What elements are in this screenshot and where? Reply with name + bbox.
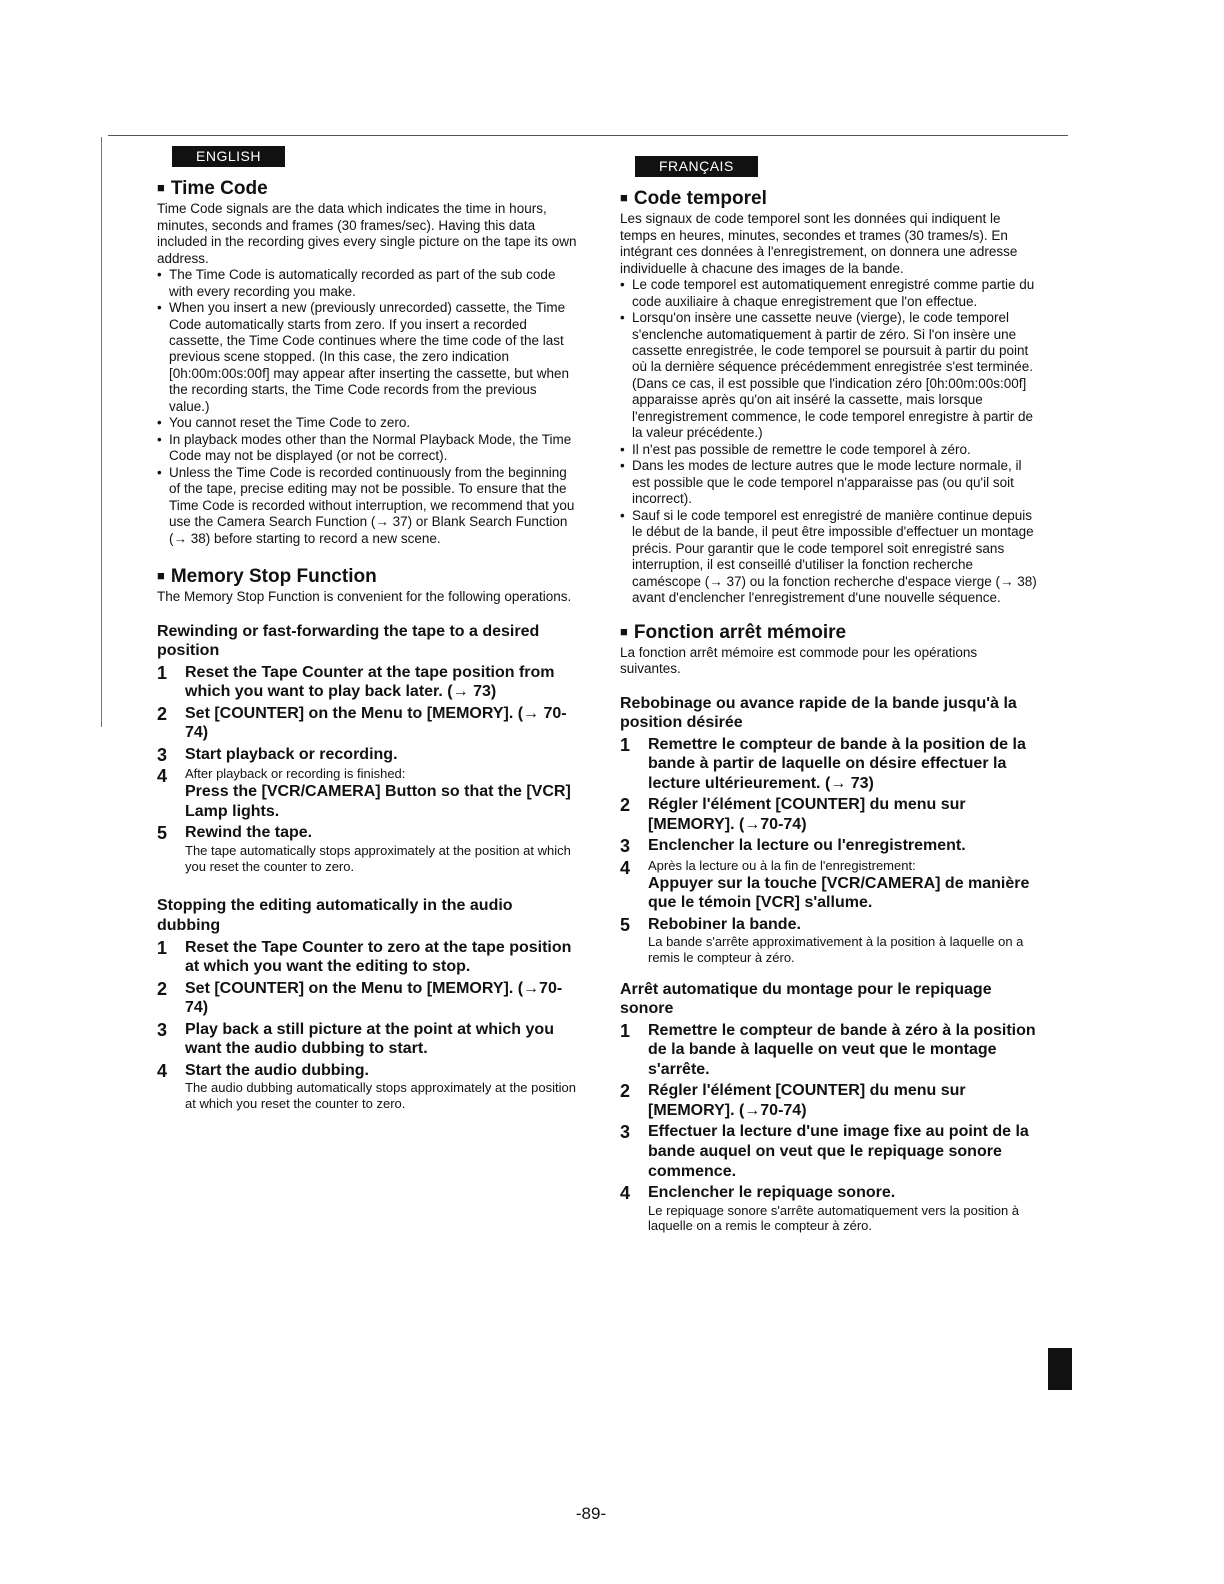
- page-edge-tab-marker: [1048, 1348, 1072, 1390]
- step-item: 1 Remettre le compteur de bande à la position de la bande à partir de laquelle on désire effectuer la lecture ultérieurement. (→ 73): [620, 734, 1026, 792]
- step-item: 4 Start the audio dubbing. The audio dubbing automatically stops approximately at the position at which you reset the counter to zero.: [157, 1060, 576, 1111]
- step-item: 4 Enclencher le repiquage sonore. Le repiquage sonore s'arrête automatiquement vers la position à laquelle on a remis le compteur à zéro.: [620, 1183, 1020, 1234]
- code-temporel-heading: ■ Code temporel: [620, 188, 767, 210]
- page-number: -89-: [575, 1504, 607, 1523]
- square-bullet-icon: ■: [620, 190, 628, 206]
- step-item: 2 Set [COUNTER] on the Menu to [MEMORY]. (→70-74): [157, 978, 563, 1017]
- list-item: • Dans les modes de lecture autres que le mode lecture normale, il est possible que le code temporel n'apparaisse pas (ou qu'il soit incorrect).: [620, 458, 1038, 507]
- fonction-arret-intro: La fonction arrêt mémoire est commode pour les opérations suivantes.: [620, 644, 978, 677]
- list-item: • When you insert a new (previously unrecorded) cassette, the Time Code automatically starts from zero. If you insert a recorded cassette, the Time Code continues where the time code of the last previous scene stopped. (In this case, the zero indication [0h:00m:00s:00f] may appear after inserting the cassette, but when the recording starts, the Time Code records from the previous value.): [157, 300, 577, 415]
- memory-stop-heading: ■ Memory Stop Function: [157, 566, 377, 588]
- memory-stop-intro: The Memory Stop Function is convenient for the following operations.: [157, 589, 572, 605]
- french-column: [620, 156, 1038, 1236]
- list-item: • You cannot reset the Time Code to zero.: [157, 415, 577, 431]
- rebobinage-subheading: Rebobinage ou avance rapide de la bande jusqu'à la position désirée: [620, 694, 1017, 732]
- list-item: • Il n'est pas possible de remettre le code temporel à zéro.: [620, 442, 1038, 458]
- step-item: 2 Régler l'élément [COUNTER] du menu sur [MEMORY]. (→70-74): [620, 1081, 966, 1119]
- list-item: • In playback modes other than the Normal Playback Mode, the Time Code may not be displayed (or not be correct).: [157, 432, 577, 465]
- step-item: 4 Après la lecture ou à la fin de l'enregistrement: Appuyer sur la touche [VCR/CAMERA] de manière que le témoin [VCR] s'allume.: [620, 857, 1030, 912]
- repiquage-steps: [620, 1021, 1038, 1234]
- square-bullet-icon: ■: [157, 180, 165, 196]
- step-item: 3 Enclencher la lecture ou l'enregistrement.: [620, 836, 966, 857]
- step-item: 3 Start playback or recording.: [157, 744, 398, 765]
- rebobinage-steps: [620, 735, 1038, 966]
- code-temporel-intro: Les signaux de code temporel sont les données qui indiquent le temps en heures, minutes, secondes et trames (30 trames/s). En intégrant ces données à l'enregistrement, on donnera une adresse individuelle à chacune des images de la bande.: [620, 211, 1018, 276]
- code-temporel-bullets: [620, 277, 1038, 606]
- top-rule: [108, 135, 1068, 136]
- square-bullet-icon: ■: [157, 568, 165, 584]
- list-item: • Sauf si le code temporel est enregistré de manière continue depuis le début de la bande, il peut être impossible d'effectuer un montage précis. Pour garantir que le code temporel soit enregistré sans interruption, il est conseillé d'utiliser la fonction recherche caméscope (→ 37) ou la fonction recherche d'espace vierge (→ 38) avant d'enclencher l'enregistrement d'une nouvelle séquence.: [620, 508, 1038, 607]
- time-code-intro: Time Code signals are the data which indicates the time in hours, minutes, seconds and frames (30 frames/sec). Having this data included in the recording gives every single picture on the tape its own address.: [157, 201, 577, 266]
- left-margin-rule: [101, 137, 102, 727]
- english-language-label: ENGLISH: [172, 146, 285, 167]
- step-item: 5 Rebobiner la bande. La bande s'arrête approximativement à la position à laquelle on a remis le compteur à zéro.: [620, 914, 1024, 965]
- step-item: 1 Reset the Tape Counter to zero at the tape position at which you want the editing to stop.: [157, 937, 572, 976]
- step-item: 2 Régler l'élément [COUNTER] du menu sur [MEMORY]. (→70-74): [620, 795, 966, 833]
- list-item: • Unless the Time Code is recorded continuously from the beginning of the tape, precise editing may not be possible. To ensure that the Time Code is recorded without interruption, we recommend that you use the Camera Search Function (→ 37) or Blank Search Function (→ 38) before starting to record a new scene.: [157, 465, 577, 547]
- dubbing-subheading: Stopping the editing automatically in the audio dubbing: [157, 897, 513, 934]
- square-bullet-icon: ■: [620, 623, 628, 639]
- fonction-arret-heading: ■ Fonction arrêt mémoire: [620, 621, 847, 643]
- repiquage-subheading: Arrêt automatique du montage pour le repiquage sonore: [620, 980, 992, 1018]
- step-item: 1 Remettre le compteur de bande à zéro à la position de la bande à laquelle on veut que le montage s'arrête.: [620, 1020, 1036, 1078]
- step-item: 2 Set [COUNTER] on the Menu to [MEMORY]. (→ 70-74): [157, 703, 567, 742]
- dubbing-steps: [157, 938, 577, 1112]
- step-item: 5 Rewind the tape. The tape automatically stops approximately at the position at which you reset the counter to zero.: [157, 823, 571, 874]
- step-item: 3 Effectuer la lecture d'une image fixe au point de la bande auquel on veut que le repiquage sonore commence.: [620, 1122, 1029, 1180]
- list-item: • Lorsqu'on insère une cassette neuve (vierge), le code temporel s'enclenche automatiquement à partir de zéro. Si l'on insère une cassette enregistrée, le code temporel se poursuit à partir du point où la dernière séquence précédemment enregistrée s'est terminée. (Dans ce cas, il est possible que l'indication zéro [0h:00m:00s:00f] apparaisse après qu'on ait inséré la cassette, mais lorsque l'enregistrement commence, le code temporel enregistre à partir de la valeur précédente.): [620, 310, 1038, 442]
- english-column: [157, 146, 577, 1114]
- step-item: 4 After playback or recording is finished: Press the [VCR/CAMERA] Button so that the [VCR] Lamp lights.: [157, 766, 571, 820]
- rewind-steps: [157, 663, 577, 875]
- list-item: • Le code temporel est automatiquement enregistré comme partie du code auxiliaire à chaque enregistrement que l'on effectue.: [620, 277, 1038, 310]
- time-code-bullets: [157, 267, 577, 547]
- time-code-heading: ■ Time Code: [157, 178, 268, 200]
- step-item: 3 Play back a still picture at the point at which you want the audio dubbing to start.: [157, 1019, 554, 1058]
- list-item: • The Time Code is automatically recorded as part of the sub code with every recording you make.: [157, 267, 577, 300]
- step-item: 1 Reset the Tape Counter at the tape position from which you want to play back later. (→ 73): [157, 662, 555, 701]
- rewind-subheading: Rewinding or fast-forwarding the tape to a desired position: [157, 622, 540, 660]
- french-language-label: FRANÇAIS: [635, 156, 758, 177]
